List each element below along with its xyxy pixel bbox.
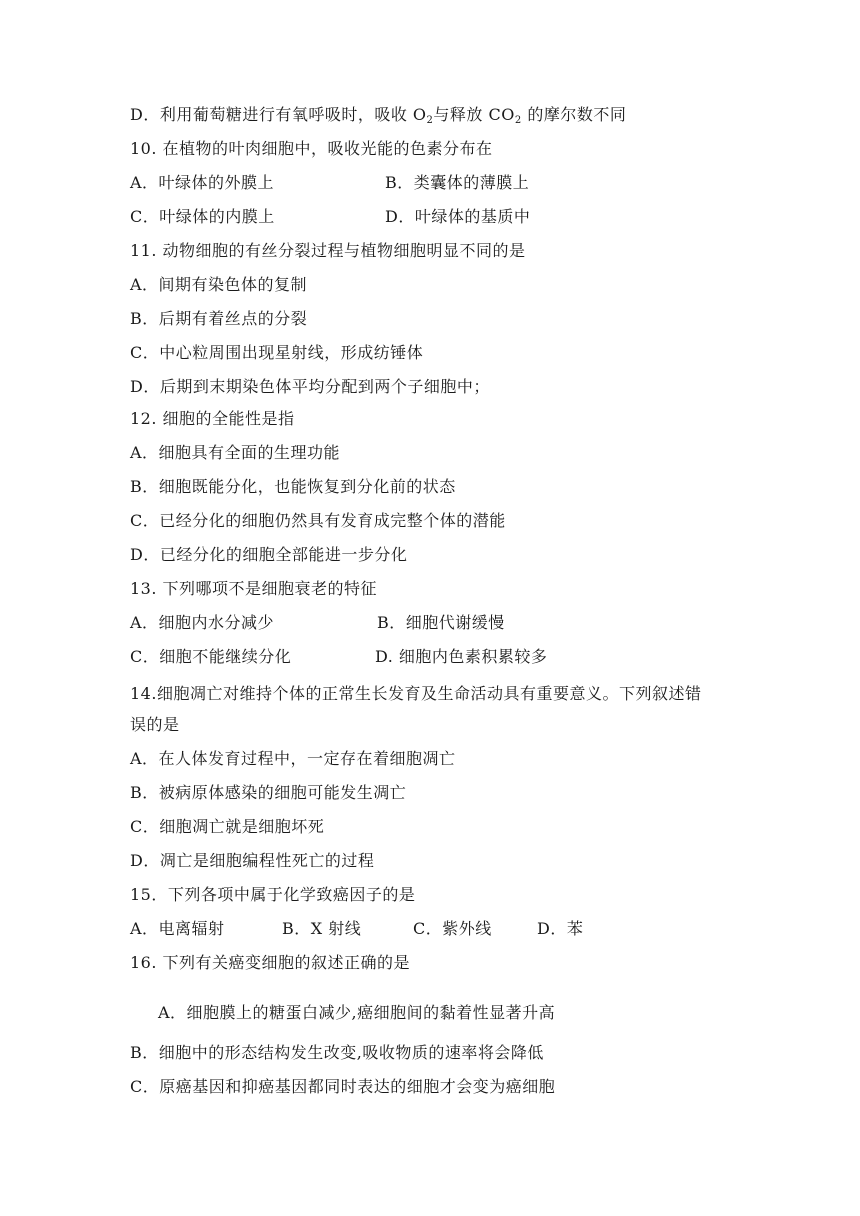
q15-stem: 15．下列各项中属于化学致癌因子的是	[130, 885, 416, 904]
q16-stem: 16. 下列有关癌变细胞的叙述正确的是	[130, 953, 411, 972]
q10-stem: 10. 在植物的叶肉细胞中，吸收光能的色素分布在	[130, 139, 493, 158]
q11-option-c: C．中心粒周围出现星射线，形成纺锤体	[130, 343, 424, 362]
q12-option-a: A．细胞具有全面的生理功能	[130, 443, 341, 462]
q15-option-a: A．电离辐射	[130, 919, 225, 938]
q9-option-d-suffix: 的摩尔数不同	[521, 105, 627, 124]
q11-option-a: A．间期有染色体的复制	[130, 275, 308, 294]
q13-stem: 13. 下列哪项不是细胞衰老的特征	[130, 579, 378, 598]
q9-option-d-mid: 与释放 CO	[433, 105, 515, 124]
q9-co2-subscript: 2	[514, 115, 522, 126]
q11-option-d: D．后期到末期染色体平均分配到两个子细胞中；	[130, 377, 490, 396]
q14-option-c: C．细胞凋亡就是细胞坏死	[130, 817, 325, 836]
q13-option-c: C．细胞不能继续分化	[130, 647, 292, 666]
q14-option-b: B．被病原体感染的细胞可能发生凋亡	[130, 783, 407, 802]
q13-option-d: D. 细胞内色素积累较多	[375, 647, 548, 666]
q16-option-b: B．细胞中的形态结构发生改变,吸收物质的速率将会降低	[130, 1043, 544, 1062]
q15-option-c: C．紫外线	[413, 919, 492, 938]
q11-stem: 11. 动物细胞的有丝分裂过程与植物细胞明显不同的是	[130, 241, 526, 260]
q9-option-d	[130, 104, 626, 126]
q13-option-a: A．细胞内水分减少	[130, 613, 275, 632]
q14-stem-line2: 误的是	[130, 715, 180, 734]
q10-option-d: D．叶绿体的基质中	[385, 207, 531, 226]
q12-option-b: B．细胞既能分化，也能恢复到分化前的状态	[130, 477, 456, 496]
q16-option-a: A．细胞膜上的糖蛋白减少,癌细胞间的黏着性显著升高	[158, 1003, 556, 1022]
q12-option-d: D．已经分化的细胞全部能进一步分化	[130, 545, 408, 564]
q10-option-c: C．叶绿体的内膜上	[130, 207, 275, 226]
q14-stem-line1: 14.细胞凋亡对维持个体的正常生长发育及生命活动具有重要意义。下列叙述错	[130, 684, 702, 703]
q9-o2-subscript: 2	[426, 115, 434, 126]
q10-option-a: A．叶绿体的外膜上	[130, 173, 275, 192]
q14-option-d: D．凋亡是细胞编程性死亡的过程	[130, 851, 375, 870]
q9-option-d-prefix: D．利用葡萄糖进行有氧呼吸时，吸收 O	[130, 105, 427, 124]
q15-option-b: B．X 射线	[282, 919, 362, 938]
q12-option-c: C．已经分化的细胞仍然具有发育成完整个体的潜能	[130, 511, 506, 530]
q14-option-a: A．在人体发育过程中，一定存在着细胞凋亡	[130, 749, 456, 768]
q13-option-b: B．细胞代谢缓慢	[377, 613, 505, 632]
q16-option-c: C．原癌基因和抑癌基因都同时表达的细胞才会变为癌细胞	[130, 1077, 556, 1096]
q12-stem: 12. 细胞的全能性是指	[130, 409, 295, 428]
q15-option-d: D．苯	[537, 919, 584, 938]
q10-option-b: B．类囊体的薄膜上	[385, 173, 530, 192]
q11-option-b: B．后期有着丝点的分裂	[130, 309, 308, 328]
